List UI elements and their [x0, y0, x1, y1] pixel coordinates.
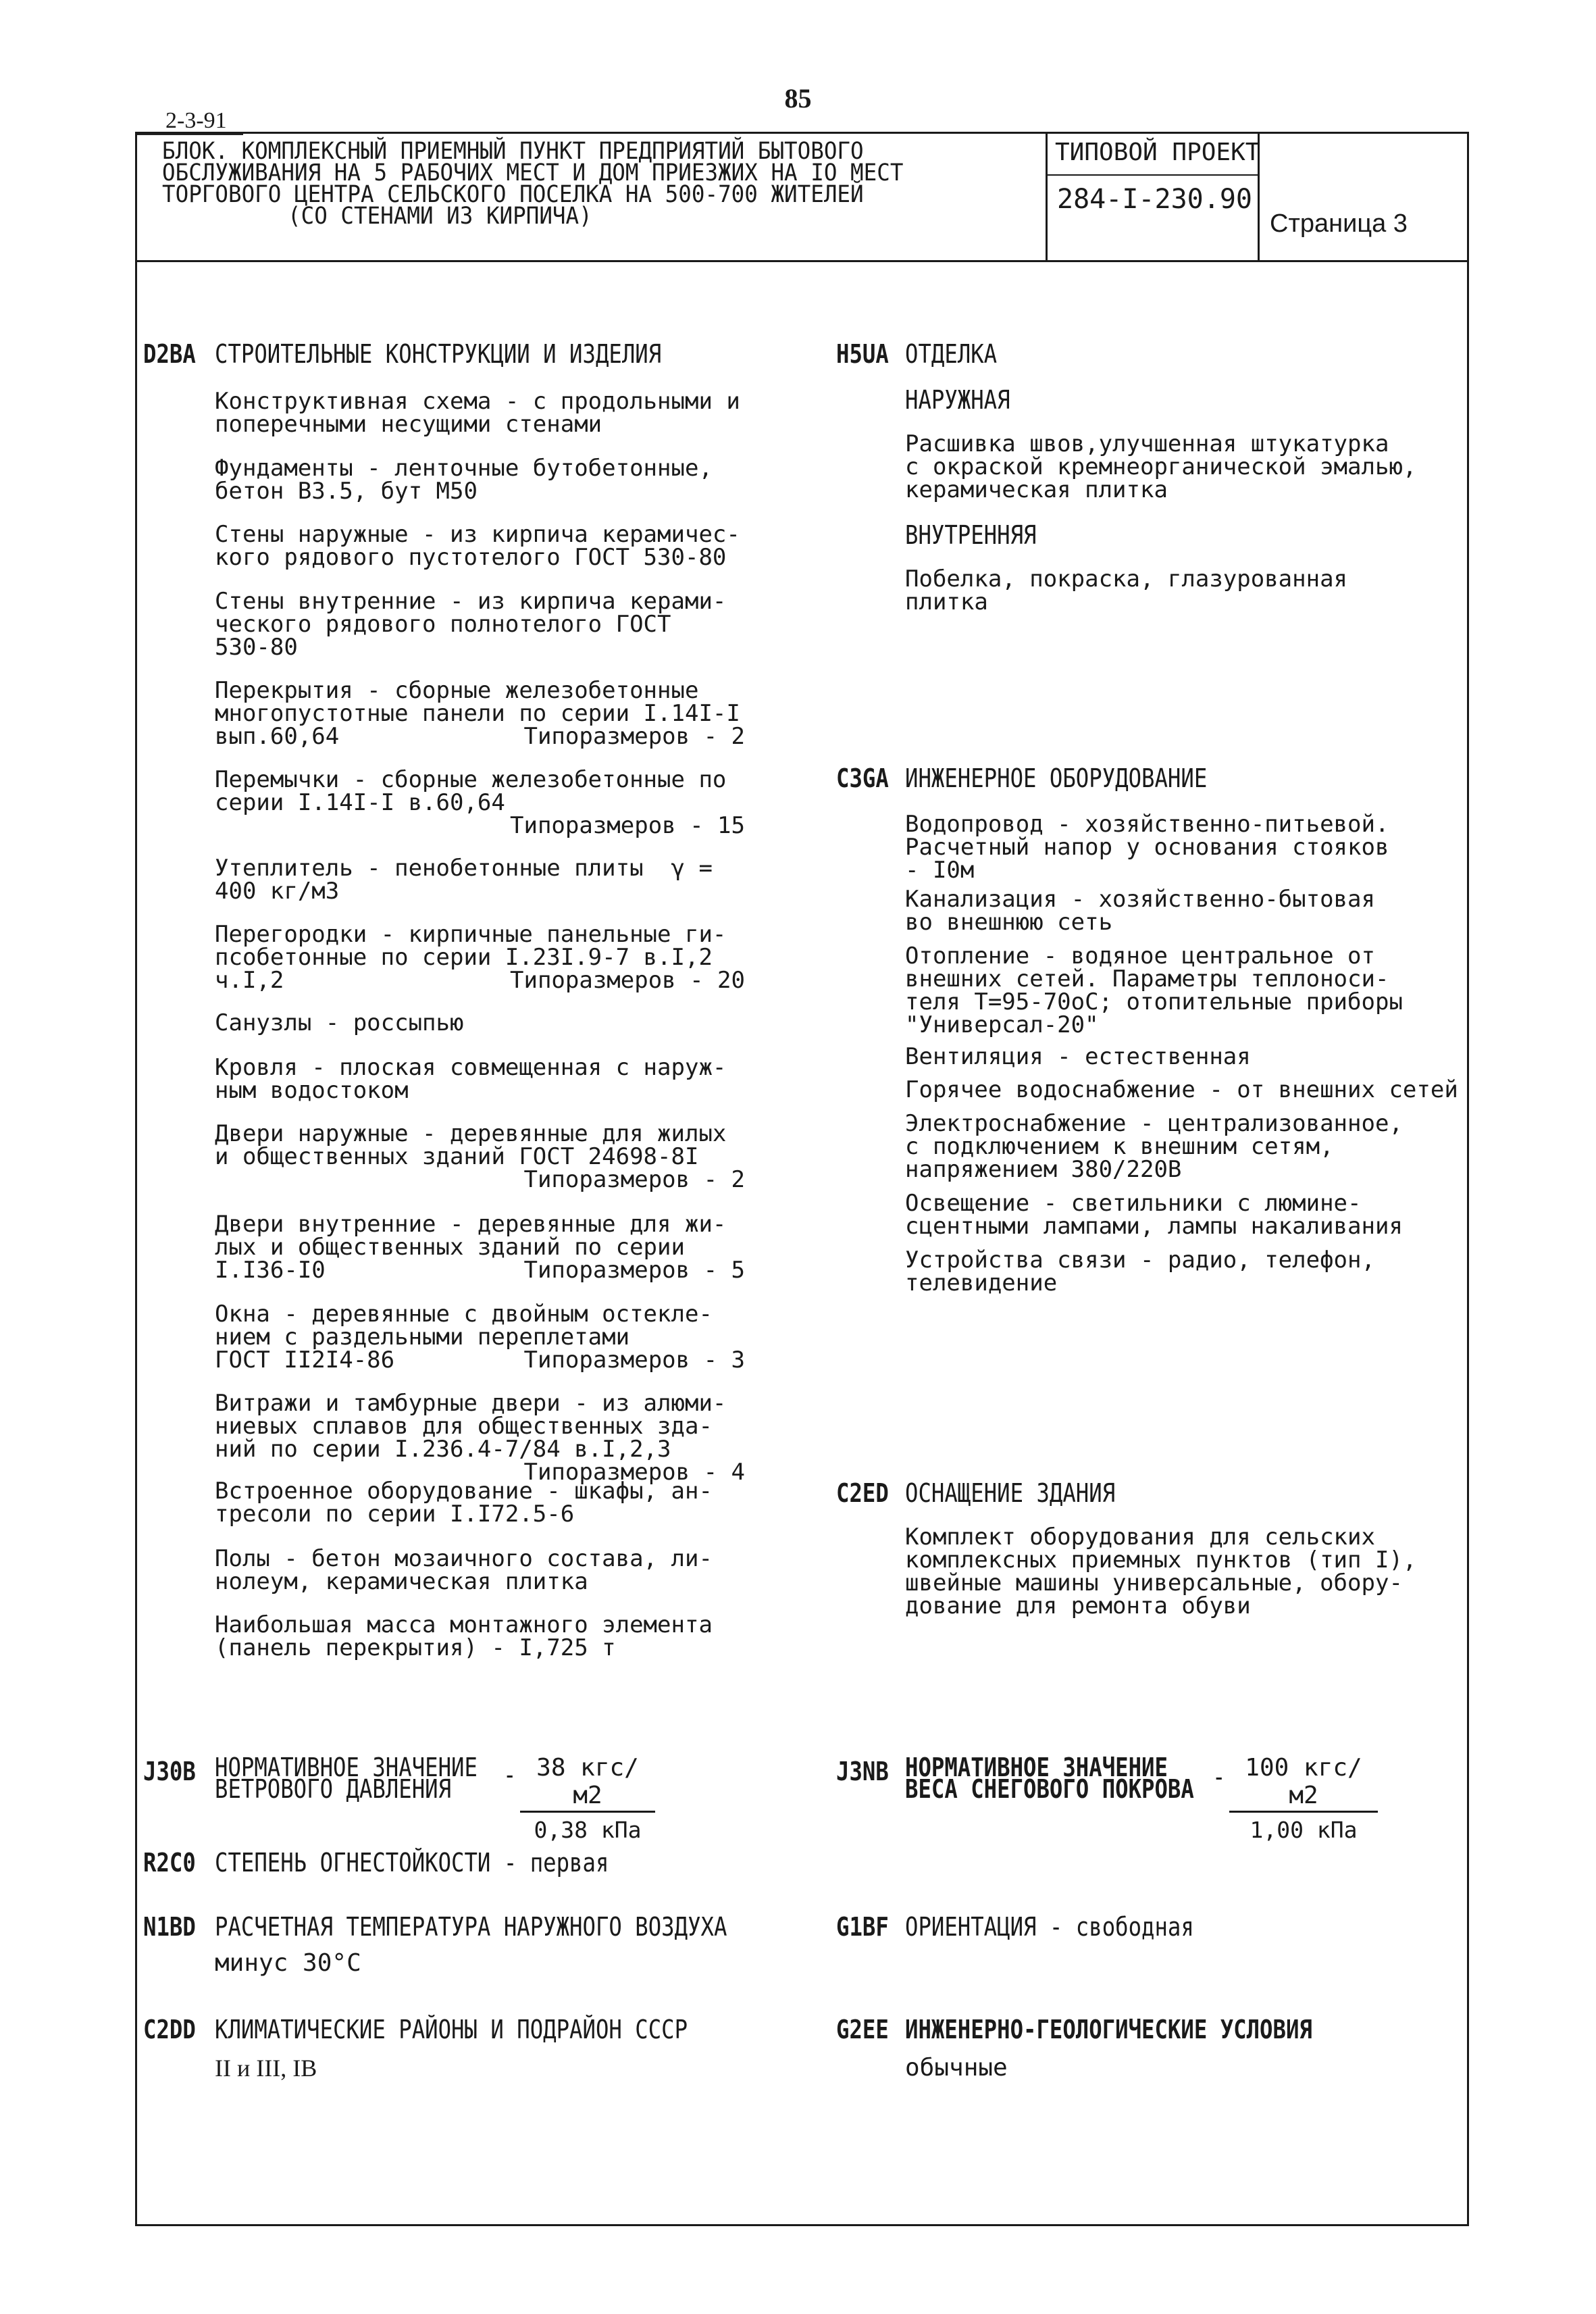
- list-item: Стены внутренние - из кирпича керами- ческого рядового полнотелого ГОСТ 530-80: [215, 588, 727, 661]
- snow-load-kpa: 1,00 кПа: [1250, 1817, 1358, 1843]
- geology-value: обычные: [905, 2054, 1008, 2082]
- section-code: G2EE: [836, 2015, 889, 2044]
- fraction-dash: -: [503, 1760, 517, 1790]
- list-item: Горячее водоснабжение - от внешних сетей: [905, 1076, 1458, 1103]
- fire-resistance: СТЕПЕНЬ ОГНЕСТОЙКОСТИ - первая: [215, 1848, 609, 1878]
- snow-load-kgf: 100 кгс/м2: [1229, 1754, 1378, 1813]
- section-heading: КЛИМАТИЧЕСКИЕ РАЙОНЫ И ПОДРАЙОН СССР: [215, 2015, 688, 2044]
- list-item: Комплект оборудования для сельских комплексных приемных пунктов (тип I), швейные машины универсальные, обору- дование для ремонта обуви: [905, 1524, 1417, 1619]
- list-item: Двери наружные - деревянные для жилых и общественных зданий ГОСТ 24698-8I Типоразмеров - 2: [215, 1120, 745, 1193]
- section-heading: ОТДЕЛКА: [905, 339, 998, 369]
- section-code: N1BD: [143, 1912, 196, 1942]
- temperature-value: минус 30°С: [215, 1949, 361, 1977]
- section-heading: ИНЖЕНЕРНО-ГЕОЛОГИЧЕСКИЕ УСЛОВИЯ: [905, 2015, 1312, 2044]
- wind-load-value: [520, 1754, 655, 1843]
- title-line: ОБСЛУЖИВАНИЯ НА 5 РАБОЧИХ МЕСТ И ДОМ ПРИЕЗЖИХ НА IO МЕСТ: [162, 159, 904, 186]
- section-code: C3GA: [836, 763, 889, 793]
- section-heading: СТРОИТЕЛЬНЫЕ КОНСТРУКЦИИ И ИЗДЕЛИЯ: [215, 339, 662, 369]
- title-line: ТОРГОВОГО ЦЕНТРА СЕЛЬСКОГО ПОСЕЛКА НА 500-700 ЖИТЕЛЕЙ: [162, 181, 864, 208]
- list-item: Наибольшая масса монтажного элемента (панель перекрытия) - I,725 т: [215, 1611, 713, 1661]
- orientation: ОРИЕНТАЦИЯ - свободная: [905, 1912, 1194, 1942]
- list-item: Побелка, покраска, глазурованная плитка: [905, 565, 1348, 615]
- list-item: Отопление - водяное центральное от внешних сетей. Параметры теплоноси- теля Т=95-70оС; отопительные приборы "Универсал-20": [905, 942, 1403, 1038]
- list-item: Стены наружные - из кирпича керамичес- кого рядового пустотелого ГОСТ 530-80: [215, 521, 740, 571]
- section-code: D2BA: [143, 339, 196, 369]
- page-label: Страница 3: [1270, 209, 1408, 238]
- list-item: Перегородки - кирпичные панельные ги- псобетонные по серии I.23I.9-7 в.I,2 ч.I,2 Типоразмеров - 20: [215, 921, 745, 994]
- page-number: 85: [784, 83, 812, 114]
- section-code: J3NB: [836, 1757, 889, 1786]
- section-heading: ИНЖЕНЕРНОЕ ОБОРУДОВАНИЕ: [905, 763, 1208, 793]
- list-item: Конструктивная схема - с продольными и поперечными несущими стенами: [215, 388, 740, 438]
- list-item: Перемычки - сборные железобетонные по серии I.14I-I в.60,64 Типоразмеров - 15: [215, 766, 745, 839]
- fraction-dash: -: [1212, 1762, 1226, 1792]
- list-item: Устройства связи - радио, телефон, телевидение: [905, 1247, 1375, 1297]
- list-item: Водопровод - хозяйственно-питьевой. Расчетный напор у основания стояков - I0м: [905, 811, 1389, 884]
- section-code: C2DD: [143, 2015, 196, 2044]
- section-code: R2C0: [143, 1848, 196, 1878]
- header-divider: [135, 260, 1469, 262]
- subsection-label: НАРУЖНАЯ: [905, 385, 1010, 415]
- wind-load-label: НОРМАТИВНОЕ ЗНАЧЕНИЕ ВЕТРОВОГО ДАВЛЕНИЯ: [215, 1753, 478, 1804]
- list-item: Санузлы - россыпью: [215, 1009, 464, 1036]
- list-item: Встроенное оборудование - шкафы, ан- тресоли по серии I.I72.5-6: [215, 1478, 713, 1528]
- list-item: Двери внутренние - деревянные для жи- лых и общественных зданий по серии I.I36-I0 Типоразмеров - 5: [215, 1211, 745, 1284]
- section-code: G1BF: [836, 1912, 889, 1942]
- section-code: C2ED: [836, 1478, 889, 1508]
- section-heading: РАСЧЕТНАЯ ТЕМПЕРАТУРА НАРУЖНОГО ВОЗДУХА: [215, 1912, 727, 1942]
- list-item: Вентиляция - естественная: [905, 1043, 1251, 1070]
- title-line: (СО СТЕНАМИ ИЗ КИРПИЧА): [288, 203, 592, 230]
- list-item: Расшивка швов,улучшенная штукатурка с окраской кремнеорганической эмалью, керамическая плитка: [905, 430, 1417, 503]
- series-code: 2-3-91: [165, 108, 227, 133]
- snow-load-label: НОРМАТИВНОЕ ЗНАЧЕНИЕ ВЕСА СНЕГОВОГО ПОКРОВА: [905, 1753, 1194, 1804]
- subsection-label: ВНУТРЕННЯЯ: [905, 520, 1037, 550]
- list-item: Канализация - хозяйственно-бытовая во внешнюю сеть: [905, 886, 1375, 936]
- project-label: ТИПОВОЙ ПРОЕКТ: [1055, 139, 1260, 166]
- list-item: Окна - деревянные с двойным остекле- нием с раздельными переплетами ГОСТ II2I4-86 Типоразмеров - 3: [215, 1301, 745, 1374]
- project-cell-divider: [1046, 174, 1259, 176]
- list-item: Электроснабжение - централизованное, с подключением к внешним сетям, напряжением 380/220В: [905, 1110, 1403, 1183]
- header-divider-vertical: [1046, 132, 1048, 261]
- wind-load-kgf: 38 кгс/м2: [520, 1754, 655, 1813]
- title-line: БЛОК. КОМПЛЕКСНЫЙ ПРИЕМНЫЙ ПУНКТ ПРЕДПРИЯТИЙ БЫТОВОГО: [162, 138, 864, 165]
- document-title: [162, 138, 1040, 230]
- snow-load-value: [1229, 1754, 1378, 1843]
- section-code: H5UA: [836, 339, 889, 369]
- list-item: Полы - бетон мозаичного состава, ли- нолеум, керамическая плитка: [215, 1545, 713, 1595]
- list-item: Фундаменты - ленточные бутобетонные, бетон В3.5, бут М50: [215, 455, 713, 505]
- list-item: Витражи и тамбурные двери - из алюми- ниевых сплавов для общественных зда- ний по серии I.236.4-7/84 в.I,2,3 Типоразмеров - 4: [215, 1390, 745, 1486]
- list-item: Кровля - плоская совмещенная с наруж- ным водостоком: [215, 1054, 727, 1104]
- wind-load-kpa: 0,38 кПа: [534, 1817, 642, 1843]
- project-number: 284-I-230.90: [1057, 184, 1252, 215]
- climate-value: II и III, IВ: [215, 2055, 317, 2082]
- list-item: Освещение - светильники с люмине- сцентными лампами, лампы накаливания: [905, 1190, 1403, 1240]
- list-item: Перекрытия - сборные железобетонные многопустотные панели по серии I.14I-I вып.60,64 Типоразмеров - 2: [215, 677, 745, 750]
- section-heading: ОСНАЩЕНИЕ ЗДАНИЯ: [905, 1478, 1116, 1508]
- list-item: Утеплитель - пенобетонные плиты γ = 400 кг/м3: [215, 855, 713, 905]
- section-code: J30B: [143, 1757, 196, 1786]
